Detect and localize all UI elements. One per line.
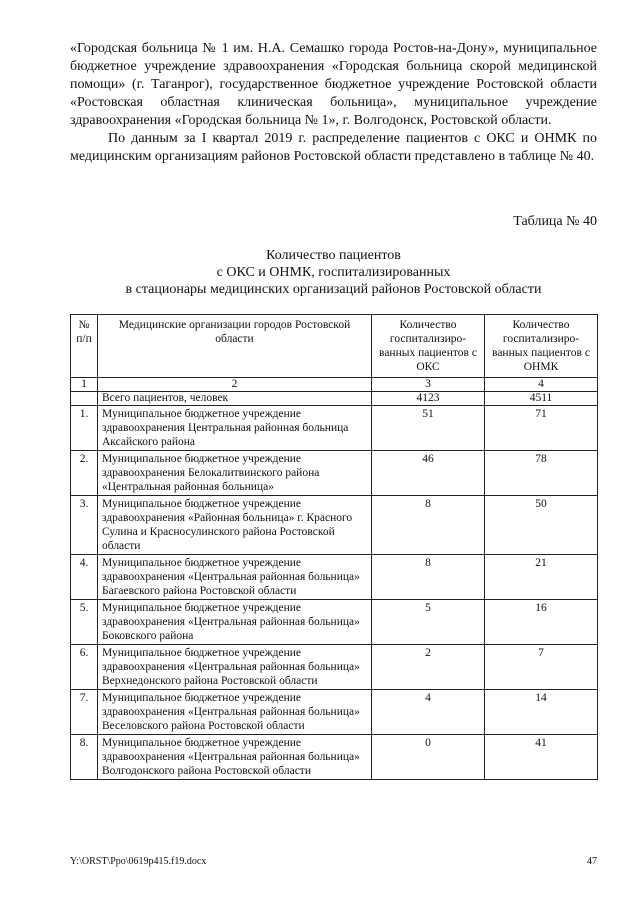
header-oks: Количество госпитализиро-ванных пациентов с ОКС bbox=[372, 315, 485, 378]
table-title-line: с ОКС и ОНМК, госпитализированных bbox=[216, 265, 451, 280]
row-oks-count: 0 bbox=[372, 735, 485, 780]
row-onmk-count: 14 bbox=[485, 690, 598, 735]
row-number: 4. bbox=[71, 555, 98, 600]
row-number: 6. bbox=[71, 645, 98, 690]
total-onmk: 4511 bbox=[485, 392, 598, 406]
table-title-line: в стационары медицинских организаций районов Ростовской области bbox=[125, 282, 542, 297]
table-row bbox=[71, 690, 598, 735]
table-row bbox=[71, 496, 598, 555]
row-onmk-count: 71 bbox=[485, 406, 598, 451]
row-oks-count: 8 bbox=[372, 555, 485, 600]
row-organization: Муниципальное бюджетное учреждение здравоохранения «Районная больница» г. Красного Сулина и Красносулинского района Ростовской области bbox=[98, 496, 372, 555]
table-header-row bbox=[71, 315, 598, 378]
table-title bbox=[70, 247, 597, 298]
intro-paragraph-2: По данным за I квартал 2019 г. распределение пациентов с ОКС и ОНМК по медицинским организациям районов Ростовской области представлено в таблице № 40. bbox=[70, 131, 597, 164]
row-number: 3. bbox=[71, 496, 98, 555]
intro-paragraph-1: «Городская больница № 1 им. Н.А. Семашко города Ростов-на-Дону», муниципальное бюджетное учреждение здравоохранения «Городская больница скорой медицинской помощи» (г. Таганрог), государственное бюджетное учреждение Ростовской области «Ростовская областная клиническая больница», муниципальное учреждение здравоохранения «Городская больница № 1», г. Волгодонск, Ростовской области. bbox=[70, 41, 597, 128]
row-organization: Муниципальное бюджетное учреждение здравоохранения Белокалитвинского района «Центральная районная больница» bbox=[98, 451, 372, 496]
total-label: Всего пациентов, человек bbox=[98, 392, 372, 406]
header-onmk: Количество госпитализиро-ванных пациентов с ОНМК bbox=[485, 315, 598, 378]
column-numbers-row bbox=[71, 378, 598, 392]
row-onmk-count: 7 bbox=[485, 645, 598, 690]
header-org: Медицинские организации городов Ростовской области bbox=[98, 315, 372, 378]
footer-page-number: 47 bbox=[587, 856, 597, 867]
table-row bbox=[71, 451, 598, 496]
table-row bbox=[71, 735, 598, 780]
row-number: 1. bbox=[71, 406, 98, 451]
table-row bbox=[71, 555, 598, 600]
row-oks-count: 46 bbox=[372, 451, 485, 496]
header-num: № п/п bbox=[71, 315, 98, 378]
row-organization: Муниципальное бюджетное учреждение здравоохранения «Центральная районная больница» Багаевского района Ростовской области bbox=[98, 555, 372, 600]
footer-file-path: Y:\ORST\Ppo\0619p415.f19.docx bbox=[70, 856, 207, 867]
table-row bbox=[71, 406, 598, 451]
row-organization: Муниципальное бюджетное учреждение здравоохранения «Центральная районная больница» Волгодонского района Ростовской области bbox=[98, 735, 372, 780]
patients-table bbox=[70, 314, 598, 780]
row-onmk-count: 21 bbox=[485, 555, 598, 600]
total-num-cell bbox=[71, 392, 98, 406]
column-number: 4 bbox=[485, 378, 598, 392]
row-onmk-count: 50 bbox=[485, 496, 598, 555]
row-oks-count: 4 bbox=[372, 690, 485, 735]
row-organization: Муниципальное бюджетное учреждение здравоохранения Центральная районная больница Аксайского района bbox=[98, 406, 372, 451]
row-onmk-count: 78 bbox=[485, 451, 598, 496]
total-row bbox=[71, 392, 598, 406]
total-oks: 4123 bbox=[372, 392, 485, 406]
table-row bbox=[71, 645, 598, 690]
row-number: 5. bbox=[71, 600, 98, 645]
row-onmk-count: 16 bbox=[485, 600, 598, 645]
row-oks-count: 8 bbox=[372, 496, 485, 555]
row-number: 8. bbox=[71, 735, 98, 780]
row-organization: Муниципальное бюджетное учреждение здравоохранения «Центральная районная больница» Веселовского района Ростовской области bbox=[98, 690, 372, 735]
row-onmk-count: 41 bbox=[485, 735, 598, 780]
column-number: 2 bbox=[98, 378, 372, 392]
table-row bbox=[71, 600, 598, 645]
column-number: 1 bbox=[71, 378, 98, 392]
table-title-line: Количество пациентов bbox=[266, 248, 401, 263]
intro-text bbox=[70, 40, 597, 166]
row-oks-count: 2 bbox=[372, 645, 485, 690]
row-organization: Муниципальное бюджетное учреждение здравоохранения «Центральная районная больница» Боковского района bbox=[98, 600, 372, 645]
row-oks-count: 51 bbox=[372, 406, 485, 451]
column-number: 3 bbox=[372, 378, 485, 392]
row-number: 2. bbox=[71, 451, 98, 496]
row-oks-count: 5 bbox=[372, 600, 485, 645]
row-number: 7. bbox=[71, 690, 98, 735]
row-organization: Муниципальное бюджетное учреждение здравоохранения «Центральная районная больница» Верхнедонского района Ростовской области bbox=[98, 645, 372, 690]
table-label: Таблица № 40 bbox=[513, 214, 597, 229]
